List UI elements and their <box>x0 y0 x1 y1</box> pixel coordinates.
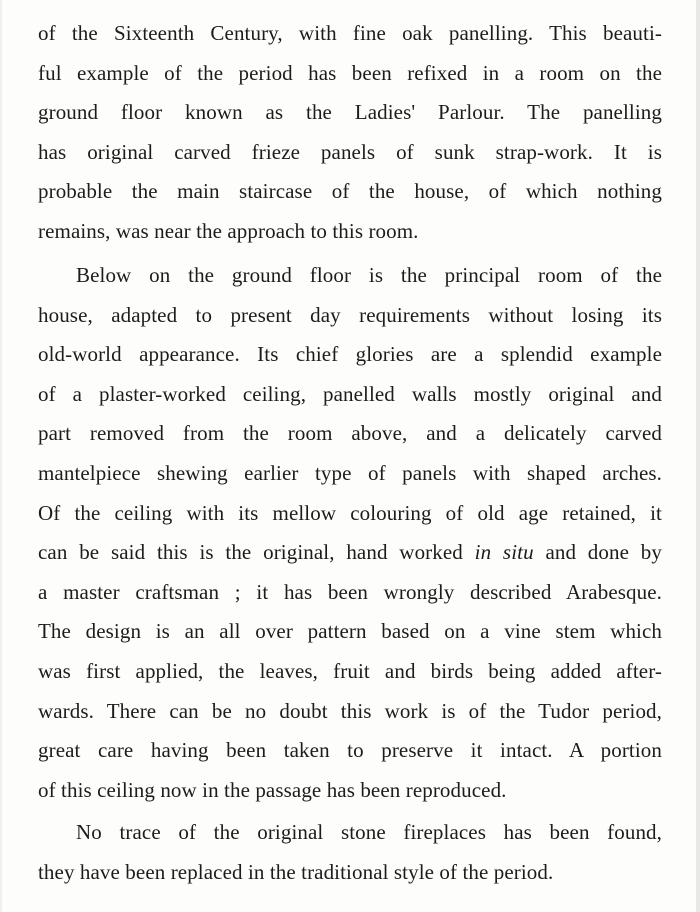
page-edge-left <box>0 0 2 912</box>
text-line: great care having been taken to preserve it intact. A portion <box>38 738 662 763</box>
text-line-with-italic <box>38 533 662 573</box>
text-line: probable the main staircase of the house, of which nothing <box>38 179 662 204</box>
text-line: ful example of the period has been refixed in a room on the <box>38 60 662 85</box>
text-line: of this ceiling now in the passage has been reproduced. <box>38 777 507 802</box>
text-line: No trace of the original stone fireplaces has been found, <box>76 820 662 844</box>
text-segment: and done by <box>545 540 662 565</box>
text-line: of the Sixteenth Century, with fine oak panelling. This beauti- <box>38 21 662 45</box>
paragraph-panelling <box>38 14 662 252</box>
text-line: part removed from the room above, and a delicately carved <box>38 421 662 446</box>
paragraph-principal-room <box>38 256 662 810</box>
text-segment: can be said this is the original, hand worked <box>38 540 475 565</box>
text-line: house, adapted to present day requirements without losing its <box>38 302 662 327</box>
text-line: wards. There can be no doubt this work is of the Tudor period, <box>38 698 662 723</box>
text-line: a master craftsman ; it has been wrongly described Arabesque. <box>38 579 662 604</box>
text-line: has original carved frieze panels of sunk strap-work. It is <box>38 139 662 164</box>
text-line: Below on the ground floor is the principal room of the <box>76 263 662 287</box>
text-line: mantelpiece shewing earlier type of panels with shaped arches. <box>38 460 662 485</box>
text-line: ground floor known as the Ladies' Parlour. The panelling <box>38 100 662 125</box>
text-line: old-world appearance. Its chief glories are a splendid example <box>38 342 662 367</box>
text-line: was first applied, the leaves, fruit and birds being added after- <box>38 658 662 683</box>
text-line: they have been replaced in the traditional style of the period. <box>38 859 554 884</box>
text-line: The design is an all over pattern based on a vine stem which <box>38 619 662 644</box>
page-edge-right <box>696 0 700 912</box>
text-line: Of the ceiling with its mellow colouring of old age retained, it <box>38 500 662 525</box>
italic-in-situ: in situ <box>474 540 534 565</box>
paragraph-fireplaces <box>38 813 662 892</box>
text-line: remains, was near the approach to this room. <box>38 218 419 243</box>
text-line: of a plaster-worked ceiling, panelled walls mostly original and <box>38 381 662 406</box>
